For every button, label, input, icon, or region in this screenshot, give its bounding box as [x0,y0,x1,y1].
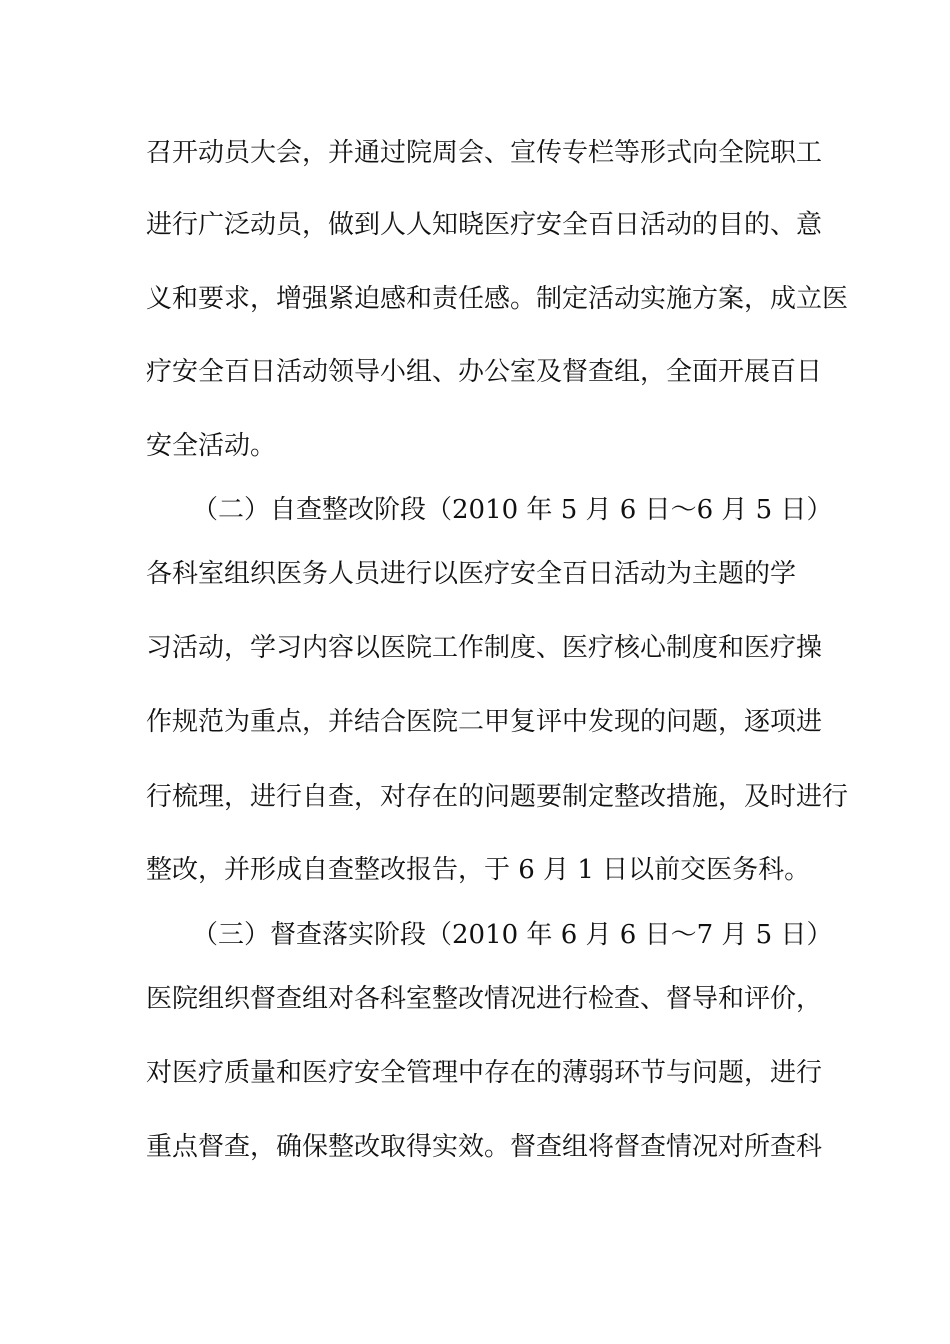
section-heading: （二）自查整改阶段（2010 年 5 月 6 日～6 月 5 日） [192,495,833,525]
body-text-line: 各科室组织医务人员进行以医疗安全百日活动为主题的学 [146,559,797,589]
body-text-line: 行梳理，进行自查，对存在的问题要制定整改措施，及时进行 [146,782,849,812]
body-text-line: 重点督查，确保整改取得实效。督查组将督查情况对所查科 [146,1132,823,1162]
body-text-line: 召开动员大会，并通过院周会、宣传专栏等形式向全院职工 [146,138,823,168]
body-text-line: 习活动，学习内容以医院工作制度、医疗核心制度和医疗操 [146,633,823,663]
body-text-line: 疗安全百日活动领导小组、办公室及督查组，全面开展百日 [146,357,823,387]
body-text-line: 进行广泛动员，做到人人知晓医疗安全百日活动的目的、意 [146,210,823,240]
body-text-line: 义和要求，增强紧迫感和责任感。制定活动实施方案，成立医 [146,284,849,314]
body-text-line: 作规范为重点，并结合医院二甲复评中发现的问题，逐项进 [146,707,823,737]
body-text-line: 医院组织督查组对各科室整改情况进行检查、督导和评价， [146,984,823,1014]
body-text-line: 安全活动。 [146,431,277,461]
body-text-line: 对医疗质量和医疗安全管理中存在的薄弱环节与问题，进行 [146,1058,823,1088]
section-heading: （三）督查落实阶段（2010 年 6 月 6 日～7 月 5 日） [192,920,833,950]
body-text-line: 整改，并形成自查整改报告，于 6 月 1 日以前交医务科。 [146,855,811,885]
